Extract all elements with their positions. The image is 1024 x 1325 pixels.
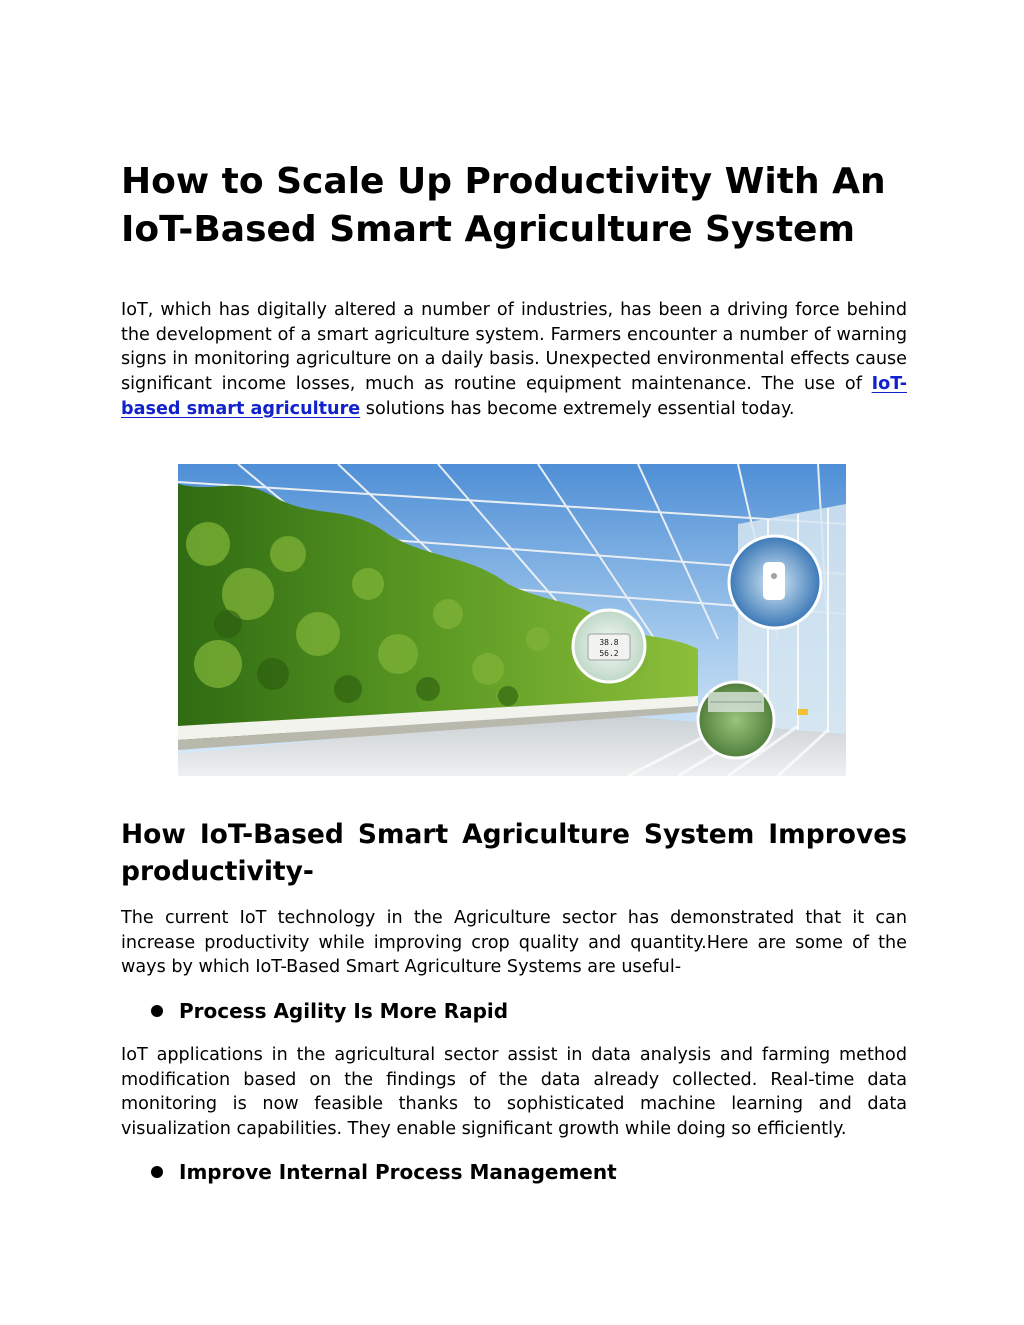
bullet-process-agility <box>151 996 851 1026</box>
bullet-internal-process <box>151 1157 851 1187</box>
process-agility-paragraph: IoT applications in the agricultural sector assist in data analysis and farming method modification based on the findings of the data already collected. Real-time data monitoring is now feasible thanks to sophisticated machine learning and data visualization capabilities. They enable significant growth while doing so efficiently. <box>121 1045 907 1140</box>
field-view-bubble <box>698 682 774 758</box>
bullet-dot <box>151 1005 163 1017</box>
intro-paragraph <box>121 298 907 422</box>
wall-sensor-bubble <box>729 536 821 628</box>
intro-text-start: IoT, which has digitally altered a number of industries, has been a driving force behind the development of a smart agriculture system. Farmers encounter a number of warning signs in monitoring agriculture on a daily basis. Unexpected environmental effects cause significant income losses, much as routine equipment maintenance. The use of <box>121 300 907 395</box>
sensor-reading-humidity: 56.2 <box>599 649 619 658</box>
page-title: How to Scale Up Productivity With An IoT-Based Smart Agriculture System <box>121 161 886 250</box>
sensor-reading-temperature: 38.8 <box>599 638 619 647</box>
bullet-dot <box>151 1166 163 1178</box>
section-intro: The current IoT technology in the Agriculture sector has demonstrated that it can increase productivity while improving crop quality and quantity.Here are some of the ways by which IoT-Based Smart Agriculture Systems are useful- <box>121 908 907 978</box>
temperature-sensor-bubble <box>573 610 645 682</box>
section-heading: How IoT-Based Smart Agriculture System Improves productivity- <box>121 819 907 887</box>
bullet-title: Improve Internal Process Management <box>179 1160 617 1184</box>
bullet-title: Process Agility Is More Rapid <box>179 999 509 1023</box>
greenhouse-hero-image <box>178 464 846 776</box>
iot-smart-agriculture-link[interactable]: IoT-based smart agriculture <box>121 374 907 419</box>
intro-text-end: solutions has become extremely essential today. <box>360 398 795 419</box>
